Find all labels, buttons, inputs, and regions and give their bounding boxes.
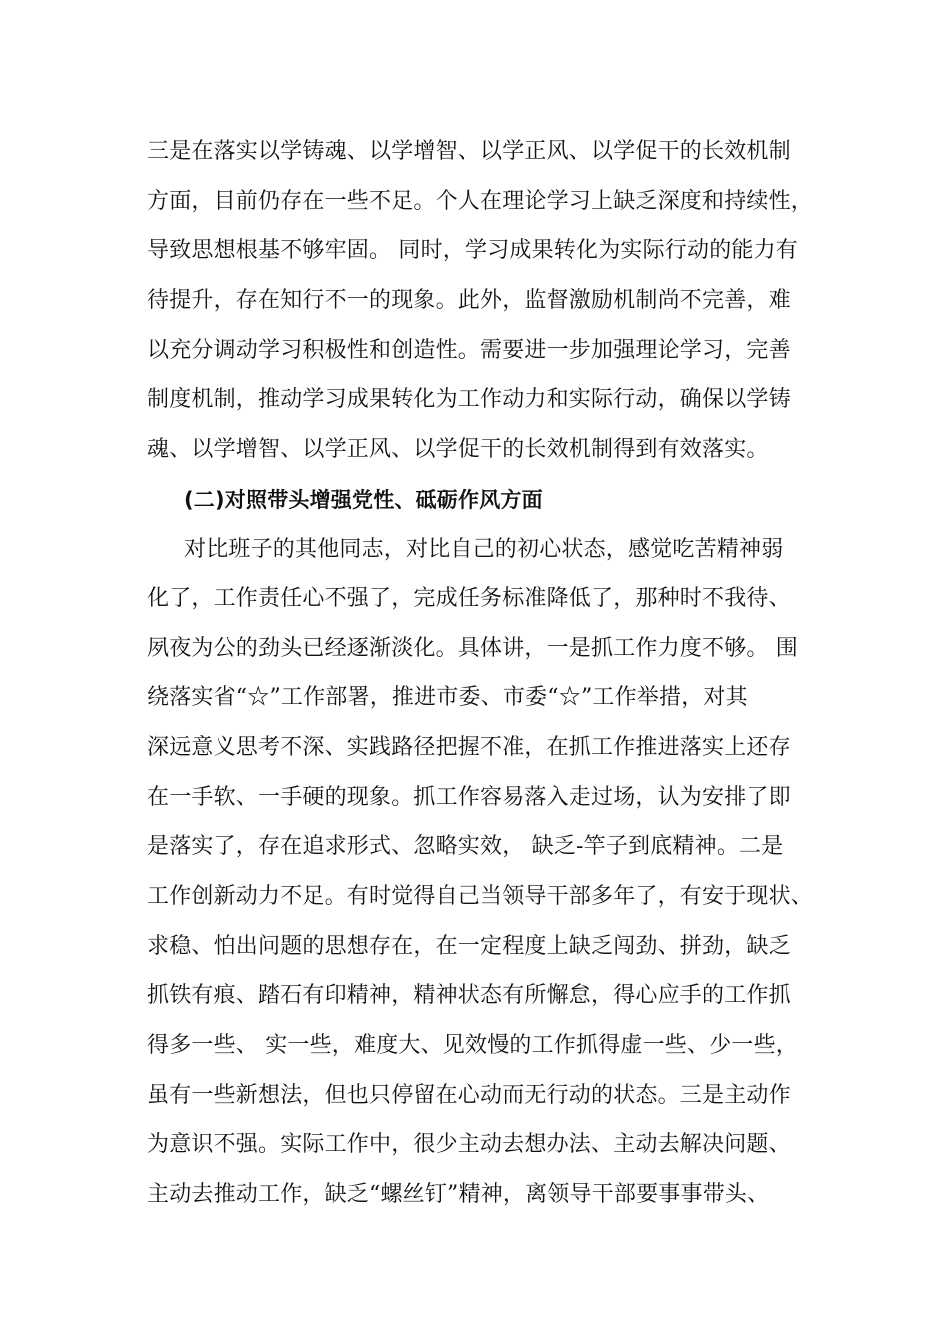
paragraph-line: 夙夜为公的劲头已经逐渐淡化。具体讲，一是抓工作力度不够。 围 xyxy=(147,636,798,661)
paragraph-line: 绕落实省“☆”工作部署，推进市委、市委“☆”工作举措，对其 xyxy=(147,685,748,710)
paragraph-line: 主动去推动工作，缺乏“螺丝钉”精神，离领导干部要事事带头、 xyxy=(147,1182,770,1207)
paragraph-line: 深远意义思考不深、实践路径把握不准，在抓工作推进落实上还存 xyxy=(147,735,791,760)
paragraph-line: 虽有一些新想法，但也只停留在心动而无行动的状态。三是主动作 xyxy=(147,1083,791,1108)
paragraph-line: 化了，工作责任心不强了，完成任务标准降低了，那种时不我待、 xyxy=(147,586,791,611)
paragraph-line: 为意识不强。实际工作中，很少主动去想办法、主动去解决问题、 xyxy=(147,1132,791,1157)
section-heading: (二)对照带头增强党性、砥砺作风方面 xyxy=(184,488,543,512)
paragraph-line: 制度机制，推动学习成果转化为工作动力和实际行动，确保以学铸 xyxy=(147,387,791,412)
paragraph-line: 以充分调动学习积极性和创造性。需要进一步加强理论学习，完善 xyxy=(147,338,791,363)
paragraph-line: 对比班子的其他同志，对比自己的初心状态，感觉吃苦精神弱 xyxy=(184,537,784,562)
paragraph-line: 得多一些、 实一些，难度大、见效慢的工作抓得虚一些、少一些， xyxy=(147,1033,798,1058)
paragraph-line: 魂、以学增智、以学正风、以学促干的长效机制得到有效落实。 xyxy=(147,437,769,462)
paragraph-line: 是落实了，存在追求形式、忽略实效， 缺乏-竿子到底精神。二是 xyxy=(147,834,784,859)
paragraph-line: 在一手软、一手硬的现象。抓工作容易落入走过场，认为安排了即 xyxy=(147,785,791,810)
paragraph-line: 待提升，存在知行不一的现象。此外，监督激励机制尚不完善，难 xyxy=(147,288,791,313)
paragraph-line: 方面，目前仍存在一些不足。个人在理论学习上缺乏深度和持续性， xyxy=(147,189,814,214)
paragraph-line: 求稳、怕出问题的思想存在，在一定程度上缺乏闯劲、拼劲，缺乏 xyxy=(147,934,791,959)
paragraph-line: 导致思想根基不够牢固。 同时，学习成果转化为实际行动的能力有 xyxy=(147,238,798,263)
paragraph-line: 三是在落实以学铸魂、以学增智、以学正风、以学促干的长效机制 xyxy=(147,139,791,164)
paragraph-line: 抓铁有痕、踏石有印精神，精神状态有所懈怠，得心应手的工作抓 xyxy=(147,983,791,1008)
paragraph-line: 工作创新动力不足。有时觉得自己当领导干部多年了，有安于现状、 xyxy=(147,884,814,909)
